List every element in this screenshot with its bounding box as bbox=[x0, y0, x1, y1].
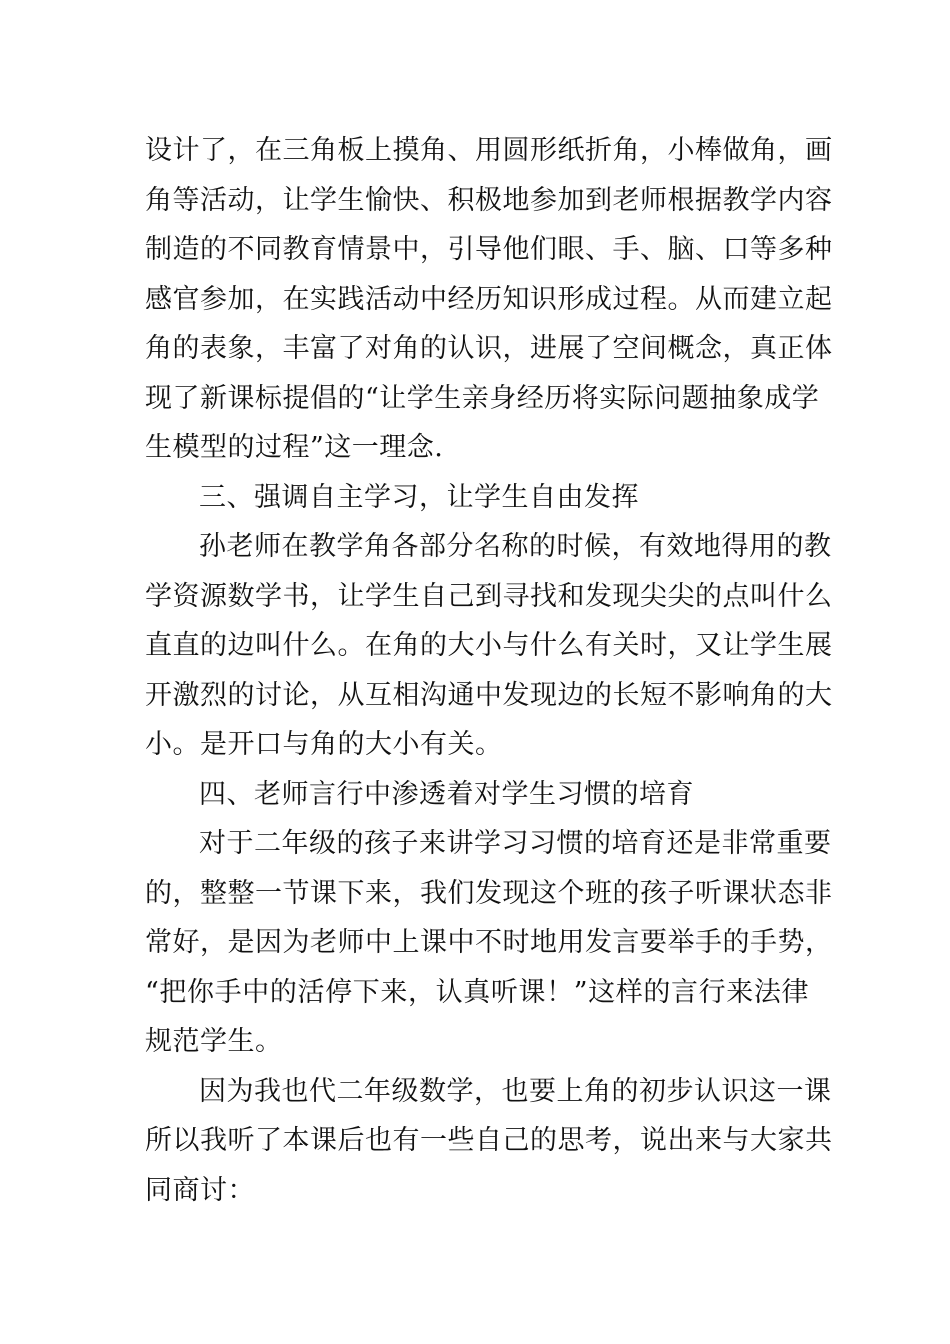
paragraph-habits bbox=[145, 819, 833, 1067]
heading-text: 四、老师言行中渗透着对学生习惯的培育 bbox=[199, 778, 694, 810]
heading-text: 三、强调自主学习，让学生自由发挥 bbox=[199, 481, 639, 513]
text-line: 的，整整一节课下来，我们发现这个班的孩子听课状态非 bbox=[145, 877, 833, 909]
text-line: 制造的不同教育情景中，引导他们眼、手、脑、口等多种 bbox=[145, 234, 833, 265]
paragraph-activities bbox=[145, 126, 833, 473]
text-line: “把你手中的活停下来，认真听课！”这样的言行来法律 bbox=[145, 976, 809, 1008]
text-line: 小。是开口与角的大小有关。 bbox=[145, 729, 503, 760]
section-heading-3 bbox=[145, 473, 809, 523]
text-line: 开激烈的讨论，从互相沟通中发现边的长短不影响角的大 bbox=[145, 679, 833, 711]
document-body bbox=[145, 126, 833, 1215]
text-line: 孙老师在教学角各部分名称的时候，有效地得用的教 bbox=[199, 531, 832, 562]
text-line: 生模型的过程”这一理念. bbox=[145, 432, 444, 463]
text-line: 感官参加，在实践活动中经历知识形成过程。从而建立起 bbox=[145, 283, 833, 315]
text-line: 角等活动，让学生愉快、积极地参加到老师根据教学内容 bbox=[145, 184, 833, 216]
paragraph-reflection bbox=[145, 1067, 833, 1216]
text-line: 现了新课标提倡的“让学生亲身经历将实际问题抽象成学 bbox=[145, 382, 820, 414]
text-line: 对于二年级的孩子来讲学习习惯的培育还是非常重要 bbox=[199, 828, 832, 859]
text-line: 设计了，在三角板上摸角、用圆形纸折角，小棒做角，画 bbox=[145, 135, 833, 166]
text-line: 所以我听了本课后也有一些自己的思考，说出来与大家共 bbox=[145, 1125, 833, 1156]
section-heading-4 bbox=[145, 770, 809, 820]
text-line: 角的表象，丰富了对角的认识，进展了空间概念，真正体 bbox=[145, 333, 833, 364]
text-line: 规范学生。 bbox=[145, 1026, 283, 1057]
text-line: 学资源数学书，让学生自己到寻找和发现尖尖的点叫什么 bbox=[145, 580, 833, 612]
text-line: 常好，是因为老师中上课中不时地用发言要举手的手势， bbox=[145, 927, 833, 958]
text-line: 同商讨： bbox=[145, 1174, 255, 1206]
text-line: 因为我也代二年级数学，也要上角的初步认识这一课 bbox=[199, 1075, 832, 1107]
paragraph-self-learning bbox=[145, 522, 833, 770]
text-line: 直直的边叫什么。在角的大小与什么有关时，又让学生展 bbox=[145, 630, 833, 661]
